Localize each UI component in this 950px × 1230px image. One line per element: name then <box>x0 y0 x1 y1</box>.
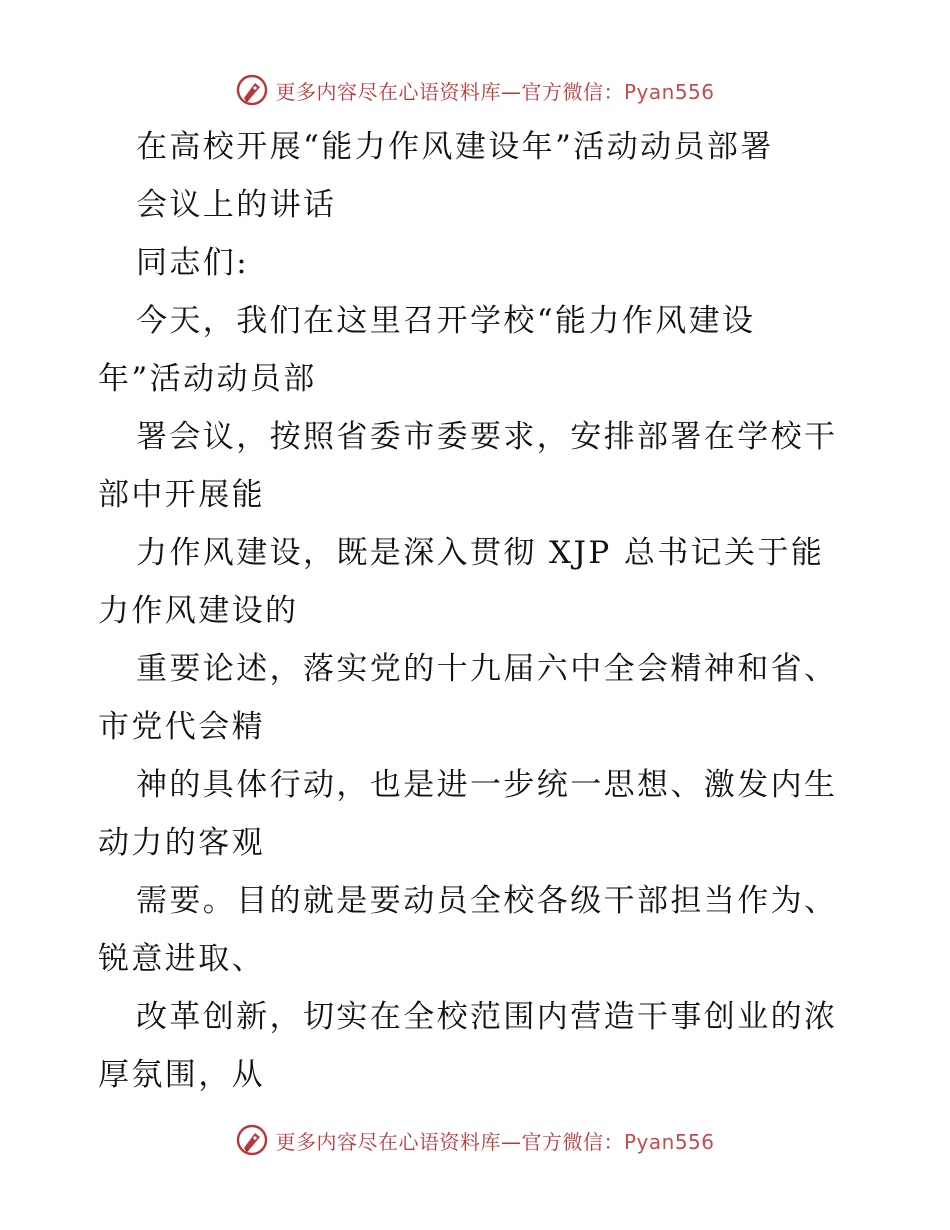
watermark-wechat-label: 官方微信： <box>521 1129 624 1154</box>
watermark-dash: — <box>500 79 522 104</box>
watermark-slogan: 更多内容尽在心语资料库 <box>275 1129 501 1154</box>
text-line: 力作风建设的 <box>98 593 299 629</box>
text-line: 神的具体行动，也是进一步统一思想、激发内生 <box>136 767 838 803</box>
text-line: 部中开展能 <box>98 477 265 513</box>
watermark-wechat-label: 官方微信： <box>521 79 624 104</box>
text-line: 今天，我们在这里召开学校“能力作风建设 <box>136 303 756 339</box>
watermark-wechat-id: Pyan556 <box>623 1129 715 1154</box>
text-line: 年”活动动员部 <box>98 361 317 397</box>
pen-nib-logo-icon <box>235 1123 269 1157</box>
text-line: 力作风建设，既是深入贯彻 XJP 总书记关于能 <box>136 535 825 571</box>
text-line: 改革创新，切实在全校范围内营造干事创业的浓 <box>136 999 838 1035</box>
text-line: 需要。目的就是要动员全校各级干部担当作为、 <box>136 883 838 919</box>
watermark-text <box>275 76 714 105</box>
text-line: 署会议，按照省委市委要求，安排部署在学校干 <box>136 419 838 455</box>
text-line: 厚氛围，从 <box>98 1057 265 1093</box>
document-body <box>98 118 858 1104</box>
watermark-text <box>275 1126 714 1155</box>
text-line: 动力的客观 <box>98 825 265 861</box>
watermark-slogan: 更多内容尽在心语资料库 <box>275 79 501 104</box>
text-line: 市党代会精 <box>98 709 265 745</box>
text-line: 锐意进取、 <box>98 941 265 977</box>
pen-nib-logo-icon <box>235 73 269 107</box>
text-line: 在高校开展“能力作风建设年”活动动员部署 <box>136 129 774 165</box>
watermark-banner-top <box>0 70 950 110</box>
text-line: 重要论述，落实党的十九届六中全会精神和省、 <box>136 651 838 687</box>
watermark-wechat-id: Pyan556 <box>623 79 715 104</box>
watermark-dash: — <box>500 1129 522 1154</box>
text-line: 同志们: <box>136 245 250 281</box>
text-line: 会议上的讲话 <box>136 187 337 223</box>
watermark-banner-bottom <box>0 1120 950 1160</box>
